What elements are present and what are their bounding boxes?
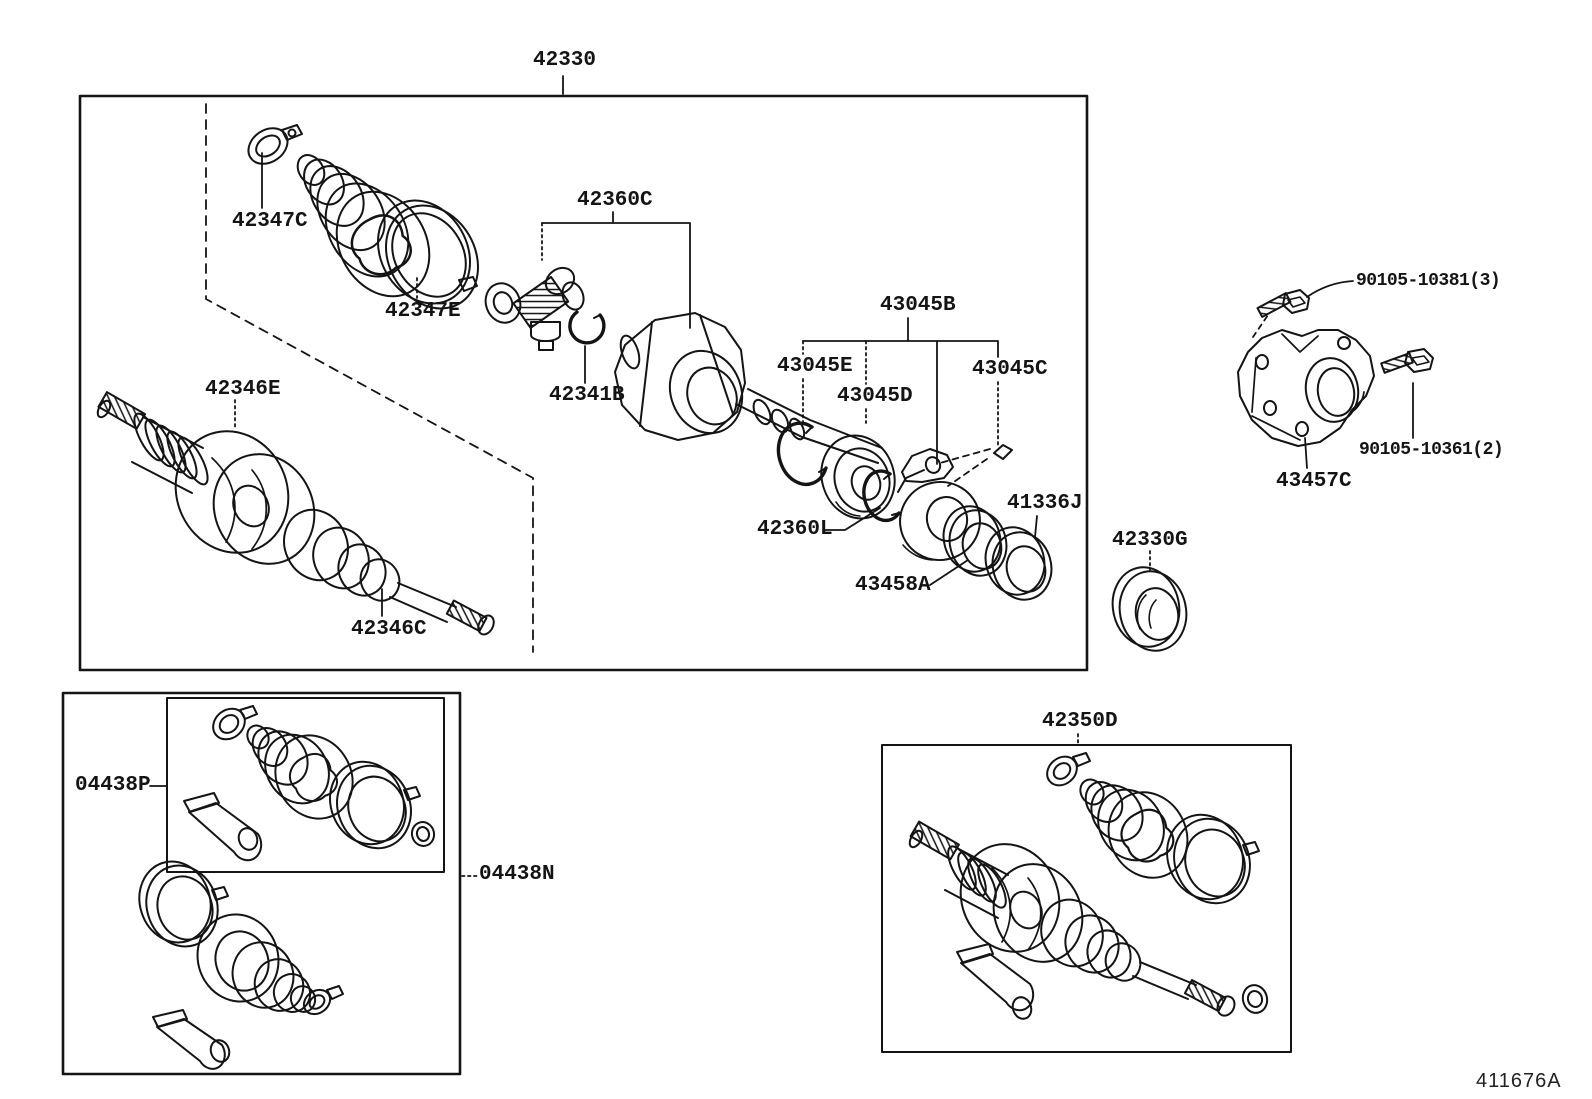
boot-kit-outer-box (63, 693, 460, 1074)
part-label-42350d: 42350D (1042, 710, 1118, 733)
drawing-number: 411676A (1476, 1070, 1562, 1092)
part-label-90105-10381: 90105-10381(3) (1356, 271, 1501, 291)
part-label-43045d: 43045D (837, 385, 913, 408)
bearing-bracket-part (1238, 330, 1374, 446)
part-label-04438n: 04438N (479, 863, 555, 886)
part-label-42346c: 42346C (351, 618, 427, 641)
boot-kit-inner-contents (184, 702, 437, 860)
part-label-43458a: 43458A (855, 574, 931, 597)
part-label-43457c: 43457C (1276, 470, 1352, 493)
part-label-43045c: 43045C (972, 358, 1048, 381)
inboard-tripod-joint-part (480, 263, 587, 350)
boot-kit-outer-contents (129, 852, 343, 1069)
bracket-bolt-b-part (1381, 349, 1433, 373)
part-label-41336j: 41336J (1007, 492, 1083, 515)
part-label-42347e: 42347E (385, 300, 461, 323)
part-label-42360l: 42360L (757, 518, 833, 541)
part-label-42360c: 42360C (577, 189, 653, 212)
center-bearing-part (811, 426, 905, 528)
bracket-bolt-a-part (1258, 290, 1309, 317)
part-label-04438p: 04438P (75, 774, 151, 797)
assembly-boxes (63, 96, 1291, 1074)
outboard-boot-clamp-part (242, 121, 302, 171)
rear-shaft-kit-contents (907, 751, 1270, 1022)
part-label-42346e: 42346E (205, 378, 281, 401)
part-label-43045e: 43045E (777, 355, 853, 378)
leader-lines (150, 76, 1413, 876)
dust-deflector-part (978, 520, 1059, 606)
oil-seal-part (1105, 561, 1193, 657)
front-drive-shaft-part (95, 392, 497, 637)
bearing-clip-part (994, 445, 1012, 459)
part-label-90105-10361: 90105-10361(2) (1359, 440, 1504, 460)
part-label-42330g: 42330G (1112, 529, 1188, 552)
part-label-43045b: 43045B (880, 294, 956, 317)
center-bearing-bracket-sub-part (893, 449, 987, 567)
shaft-snap-ring-part (570, 312, 604, 343)
part-label-42341b: 42341B (549, 384, 625, 407)
part-label-42347c: 42347C (232, 210, 308, 233)
outboard-boot-part (292, 150, 448, 313)
part-label-42330: 42330 (533, 49, 597, 72)
